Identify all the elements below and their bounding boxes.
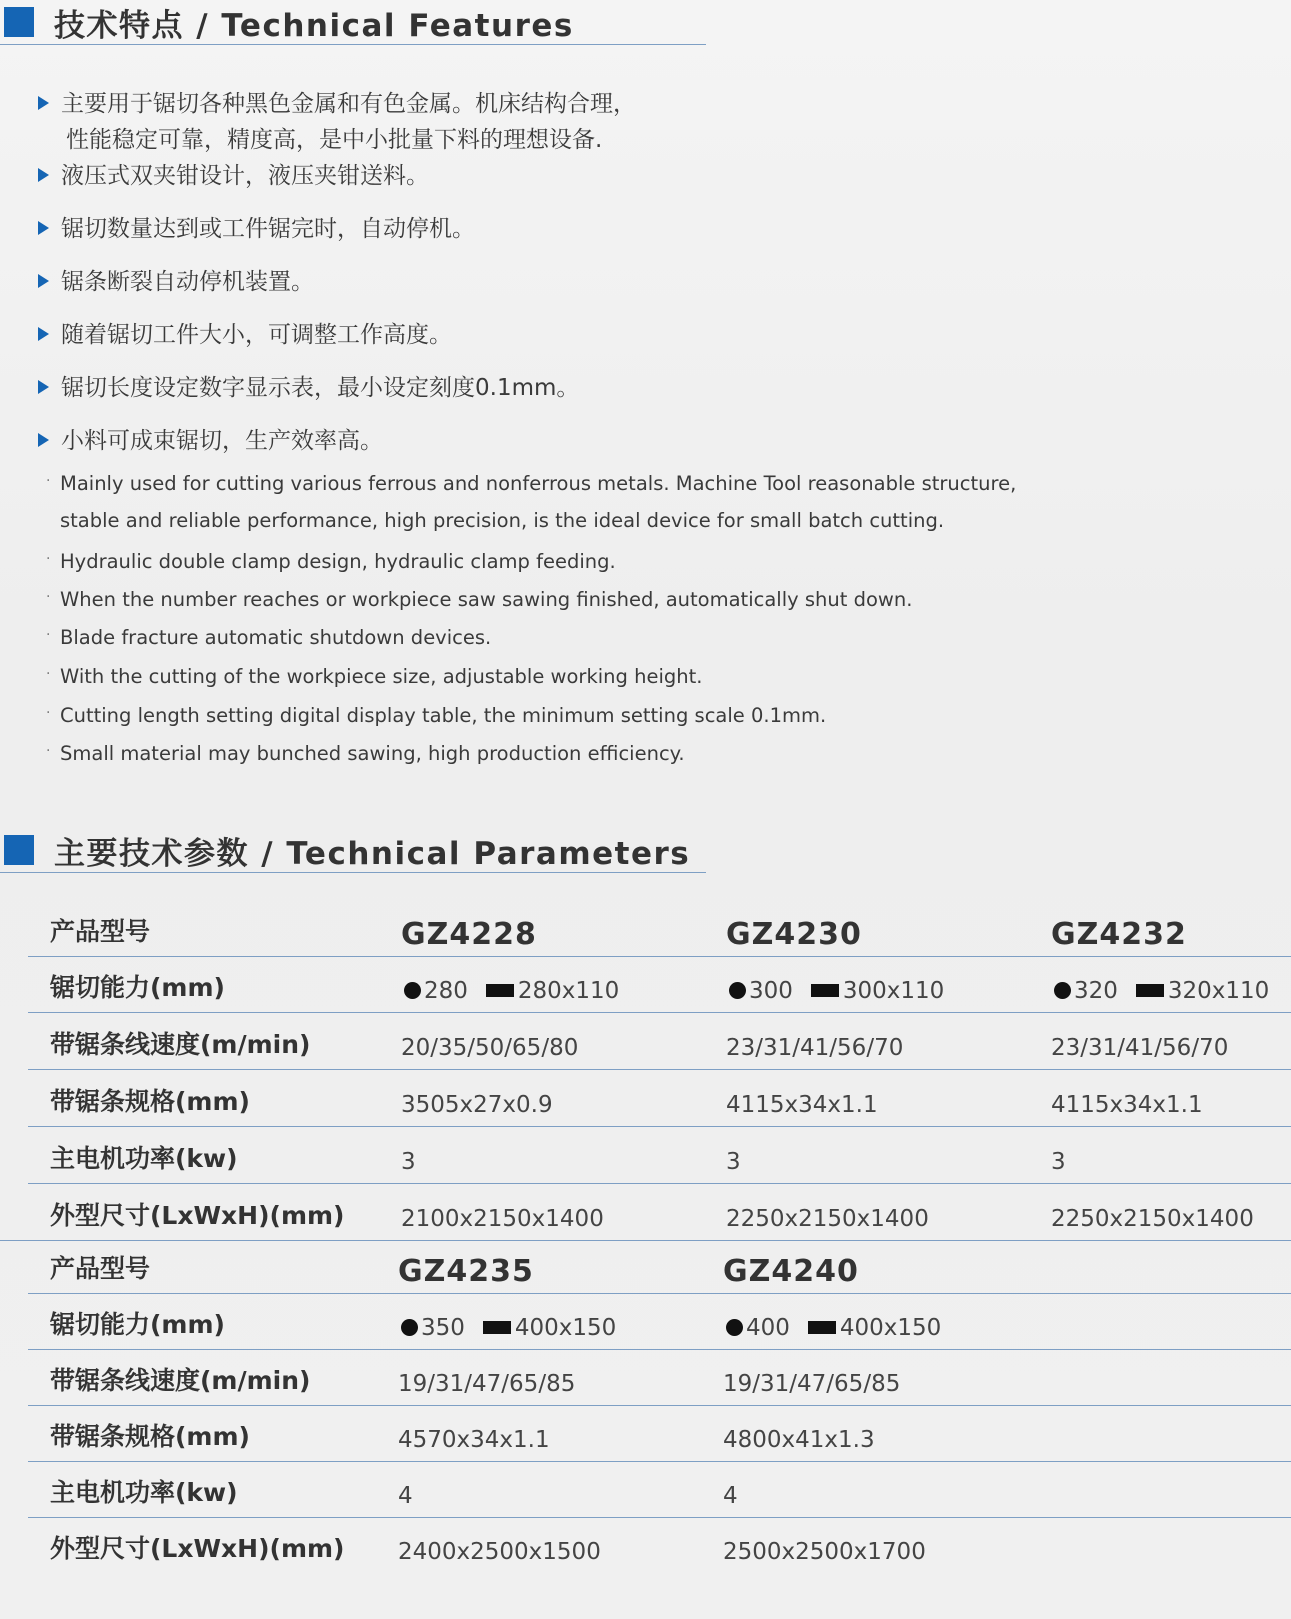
capacity-cell [729,978,944,1004]
round-stock-icon [729,982,746,999]
en-feature-item [46,550,616,573]
cn-feature-text: 随着锯切工件大小，可调整工作高度。 [61,322,452,348]
rect-stock-icon [483,1321,511,1334]
blade-cell: 4115x34x1.1 [726,1092,878,1118]
parameters-title: 主要技术参数 / Technical Parameters [54,835,691,872]
cn-feature-item [38,211,475,247]
en-feature-item [46,704,826,727]
en-feature-item [46,665,702,688]
bullet-dot-icon: · [46,473,51,489]
row-label: 外型尺寸(LxWxH)(mm) [50,1201,345,1230]
capacity-round: 350 [421,1315,465,1341]
power-cell: 4 [398,1483,413,1509]
row-label: 锯切能力(mm) [50,973,225,1002]
bullet-triangle-icon [38,380,49,394]
cn-feature-text: 锯切长度设定数字显示表，最小设定刻度0.1mm。 [61,375,580,401]
power-cell: 3 [1051,1149,1066,1175]
table-row-power [28,1128,1291,1184]
cn-feature-text: 锯切数量达到或工件锯完时，自动停机。 [61,216,475,242]
model-name: GZ4232 [1051,917,1187,952]
model-name: GZ4235 [398,1254,534,1289]
bullet-dot-icon: · [46,743,51,759]
capacity-rect: 300x110 [842,978,945,1004]
capacity-round: 320 [1074,978,1118,1004]
capacity-cell [726,1315,941,1341]
parameters-header [0,828,706,873]
power-cell: 4 [723,1483,738,1509]
speed-cell: 20/35/50/65/80 [401,1035,579,1061]
table-row-capacity [28,957,1291,1013]
size-cell: 2250x2150x1400 [1051,1206,1254,1232]
power-cell: 3 [726,1149,741,1175]
bullet-triangle-icon [38,327,49,341]
round-stock-icon [401,1319,418,1336]
rect-stock-icon [1136,984,1164,997]
capacity-round: 300 [749,978,793,1004]
table-row-blade [28,1071,1291,1127]
blade-cell: 4570x34x1.1 [398,1427,550,1453]
en-feature-item [46,472,1016,532]
row-label: 带锯条线速度(m/min) [50,1366,311,1395]
en-feature-text: Small material may bunched sawing, high production efficiency. [60,742,685,765]
bullet-triangle-icon [38,96,49,110]
cn-feature-text: 小料可成束锯切，生产效率高。 [61,428,383,454]
cn-feature-item [38,158,429,194]
capacity-round: 280 [424,978,468,1004]
en-feature-item [46,588,912,611]
table-row-model [28,1238,1291,1294]
round-stock-icon [1054,982,1071,999]
en-feature-text: With the cutting of the workpiece size, adjustable working height. [60,665,703,688]
row-label: 锯切能力(mm) [50,1310,225,1339]
table-row-model [28,901,1291,957]
capacity-cell [404,978,619,1004]
row-label: 带锯条规格(mm) [50,1422,250,1451]
table-row-size [28,1518,1291,1573]
table-row-capacity [28,1294,1291,1350]
bullet-triangle-icon [38,274,49,288]
table-row-speed [28,1014,1291,1070]
bullet-triangle-icon [38,433,49,447]
bullet-triangle-icon [38,221,49,235]
model-name: GZ4230 [726,917,862,952]
model-name: GZ4228 [401,917,537,952]
row-label: 主电机功率(kw) [50,1144,238,1173]
row-label: 外型尺寸(LxWxH)(mm) [50,1534,345,1563]
en-feature-item [46,742,685,765]
capacity-cell [401,1315,616,1341]
rect-stock-icon [808,1321,836,1334]
en-feature-text-cont: stable and reliable performance, high precision, is the ideal device for small batch cutting. [60,509,945,532]
cn-feature-item [38,317,452,353]
row-label: 产品型号 [50,917,151,946]
capacity-rect: 400x150 [514,1315,617,1341]
bullet-dot-icon: · [46,666,51,682]
model-name: GZ4240 [723,1254,859,1289]
speed-cell: 19/31/47/65/85 [723,1371,901,1397]
power-cell: 3 [401,1149,416,1175]
table-row-size [0,1185,1291,1241]
blade-cell: 4115x34x1.1 [1051,1092,1203,1118]
section-square-icon [4,7,34,37]
speed-cell: 23/31/41/56/70 [726,1035,904,1061]
row-label: 带锯条规格(mm) [50,1087,250,1116]
size-cell: 2500x2500x1700 [723,1539,926,1565]
row-label: 主电机功率(kw) [50,1478,238,1507]
en-feature-text: Mainly used for cutting various ferrous and nonferrous metals. Machine Tool reasonable structure, [60,472,1017,495]
cn-feature-text: 锯条断裂自动停机装置。 [61,269,314,295]
round-stock-icon [404,982,421,999]
capacity-rect: 400x150 [839,1315,942,1341]
rect-stock-icon [486,984,514,997]
bullet-triangle-icon [38,168,49,182]
table-row-speed [28,1350,1291,1406]
bullet-dot-icon: · [46,551,51,567]
rect-stock-icon [811,984,839,997]
row-label: 产品型号 [50,1254,151,1283]
features-title: 技术特点 / Technical Features [54,7,574,44]
cn-feature-text: 主要用于锯切各种黑色金属和有色金属。机床结构合理， [61,91,636,117]
bullet-dot-icon: · [46,627,51,643]
speed-cell: 23/31/41/56/70 [1051,1035,1229,1061]
table-row-blade [28,1406,1291,1462]
capacity-rect: 280x110 [517,978,620,1004]
size-cell: 2100x2150x1400 [401,1206,604,1232]
en-feature-text: Hydraulic double clamp design, hydraulic clamp feeding. [60,550,616,573]
capacity-round: 400 [746,1315,790,1341]
blade-cell: 4800x41x1.3 [723,1427,875,1453]
round-stock-icon [726,1319,743,1336]
en-feature-text: Cutting length setting digital display table, the minimum setting scale 0.1mm. [60,704,827,727]
cn-feature-text: 液压式双夹钳设计，液压夹钳送料。 [61,163,429,189]
cn-feature-item [38,370,579,406]
en-feature-text: When the number reaches or workpiece saw sawing finished, automatically shut down. [60,588,913,611]
row-label: 带锯条线速度(m/min) [50,1030,311,1059]
en-feature-text: Blade fracture automatic shutdown devices. [60,626,492,649]
cn-feature-item [38,423,383,459]
size-cell: 2250x2150x1400 [726,1206,929,1232]
cn-feature-item [38,264,314,300]
capacity-rect: 320x110 [1167,978,1270,1004]
cn-feature-item [38,86,636,158]
speed-cell: 19/31/47/65/85 [398,1371,576,1397]
section-square-icon [4,835,34,865]
table-row-power [28,1462,1291,1518]
bullet-dot-icon: · [46,705,51,721]
cn-feature-text-cont: 性能稳定可靠，精度高，是中小批量下料的理想设备. [66,127,603,153]
size-cell: 2400x2500x1500 [398,1539,601,1565]
capacity-cell [1054,978,1269,1004]
bullet-dot-icon: · [46,589,51,605]
features-header [0,0,706,45]
blade-cell: 3505x27x0.9 [401,1092,553,1118]
en-feature-item [46,626,491,649]
